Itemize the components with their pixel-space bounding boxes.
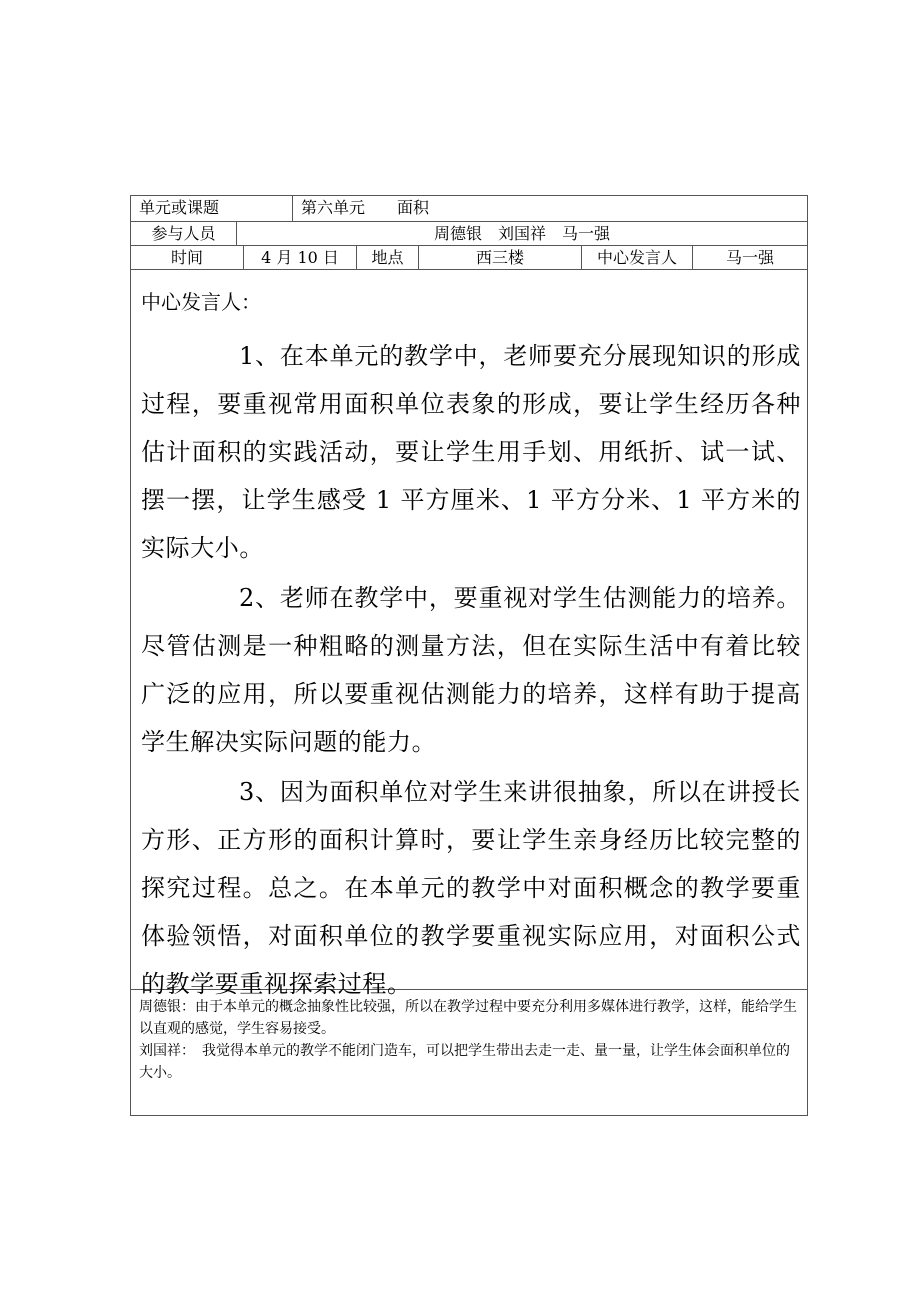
speech-paragraph-1: 1、在本单元的教学中，老师要充分展现知识的形成过程，要重视常用面积单位表象的形成，要让学生经历各种估计面积的实践活动，要让学生用手划、用纸折、试一试、摆一摆，让学生感受 1 平方厘米、1 平方分米、1 平方米的实际大小。 bbox=[141, 342, 801, 562]
time-label: 时间 bbox=[131, 246, 244, 269]
speaker-value: 马一强 bbox=[725, 248, 774, 267]
place-value: 西三楼 bbox=[419, 246, 582, 269]
comment-zhou: 周德银：由于本单元的概念抽象性比较强，所以在教学过程中要充分利用多媒体进行教学，这样，能给学生以直观的感觉，学生容易接受。 bbox=[139, 999, 797, 1037]
time-value: 4 月 10 日 bbox=[244, 246, 357, 269]
topic-row bbox=[131, 196, 807, 222]
meeting-info-row bbox=[131, 246, 807, 270]
speech-paragraph-2: 2、老师在教学中，要重视对学生估测能力的培养。尽管估测是一种粗略的测量方法，但在实际生活中有着比较广泛的应用，所以要重视估测能力的培养，这样有助于提高学生解决实际问题的能力。 bbox=[141, 584, 801, 756]
speaker-label: 中心发言人 bbox=[582, 246, 693, 269]
record-table bbox=[130, 195, 808, 1116]
participants-label: 参与人员 bbox=[131, 222, 237, 245]
topic-value: 第六单元 面积 bbox=[301, 198, 430, 217]
speech-paragraphs bbox=[141, 332, 801, 1010]
participants-row bbox=[131, 222, 807, 246]
speech-paragraph-3: 3、因为面积单位对学生来讲很抽象，所以在讲授长方形、正方形的面积计算时，要让学生亲身经历比较完整的探究过程。总之。在本单元的教学中对面积概念的教学要重体验领悟，对面积单位的教学要重视实际应用，对面积公式的教学要重视探索过程。 bbox=[141, 778, 801, 998]
comment-liu: 刘国祥： 我觉得本单元的教学不能闭门造车，可以把学生带出去走一走、量一量，让学生体会面积单位的大小。 bbox=[139, 1043, 790, 1081]
topic-label: 单元或课题 bbox=[131, 196, 293, 221]
place-label: 地点 bbox=[357, 246, 419, 269]
participant-comments bbox=[139, 996, 801, 1084]
main-speech-section bbox=[131, 270, 807, 998]
participants-value: 周德银 刘国祥 马一强 bbox=[433, 224, 610, 243]
speaker-heading: 中心发言人： bbox=[141, 290, 261, 314]
